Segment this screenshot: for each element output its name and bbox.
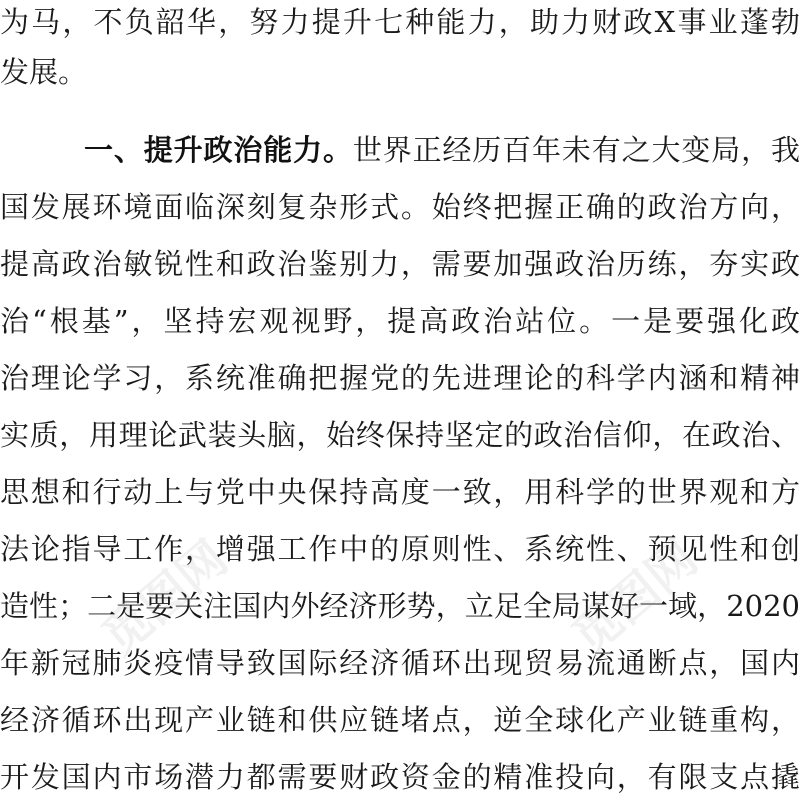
line-text: 发展。 bbox=[0, 55, 88, 89]
watermark-text: 觅图网 bbox=[91, 530, 239, 666]
paragraph-line-10 bbox=[0, 524, 800, 574]
line-text: 经济循环出现产业链和供应链堵点，逆全球化产业链重构， bbox=[0, 703, 800, 737]
section-heading: 一、提升政治能力。 bbox=[84, 133, 353, 167]
watermark-text: 觅图网 bbox=[561, 530, 709, 666]
paragraph-line-2 bbox=[0, 47, 800, 97]
line-text: 造性；二是要关注国内外经济形势，立足全局谋好一域，2020 bbox=[0, 589, 800, 623]
paragraph-line-6 bbox=[0, 296, 800, 346]
paragraph-line-11 bbox=[0, 581, 800, 631]
paragraph-line-8 bbox=[0, 410, 800, 460]
paragraph-line-1 bbox=[0, 0, 800, 47]
line-text: 治理论学习，系统准确把握党的先进理论的科学内涵和精神 bbox=[0, 361, 800, 395]
paragraph-line-13 bbox=[0, 695, 800, 745]
line-text: 思想和行动上与党中央保持高度一致，用科学的世界观和方 bbox=[0, 475, 800, 509]
paragraph-line-4 bbox=[0, 182, 800, 232]
paragraph-line-12 bbox=[0, 638, 800, 688]
line-text: 年新冠肺炎疫情导致国际经济循环出现贸易流通断点，国内 bbox=[0, 646, 800, 680]
line-text: 提高政治敏锐性和政治鉴别力，需要加强政治历练，夯实政 bbox=[0, 247, 800, 281]
line-text: 法论指导工作，增强工作中的原则性、系统性、预见性和创 bbox=[0, 532, 800, 566]
line-text: 治“根基”，坚持宏观视野，提高政治站位。一是要强化政 bbox=[0, 304, 800, 338]
line-text: 世界正经历百年未有之大变局，我 bbox=[352, 133, 800, 167]
paragraph-line-14 bbox=[0, 752, 800, 800]
paragraph-line-5 bbox=[0, 239, 800, 289]
paragraph-line-9 bbox=[0, 467, 800, 517]
section-heading-line bbox=[84, 125, 800, 175]
line-text: 实质，用理论武装头脑，始终保持坚定的政治信仰，在政治、 bbox=[0, 418, 800, 452]
line-text: 为马，不负韶华，努力提升七种能力，助力财政X事业蓬勃 bbox=[0, 5, 800, 39]
paragraph-line-7 bbox=[0, 353, 800, 403]
line-text: 国发展环境面临深刻复杂形式。始终把握正确的政治方向， bbox=[0, 190, 800, 224]
line-text: 开发国内市场潜力都需要财政资金的精准投向，有限支点撬 bbox=[0, 760, 800, 794]
